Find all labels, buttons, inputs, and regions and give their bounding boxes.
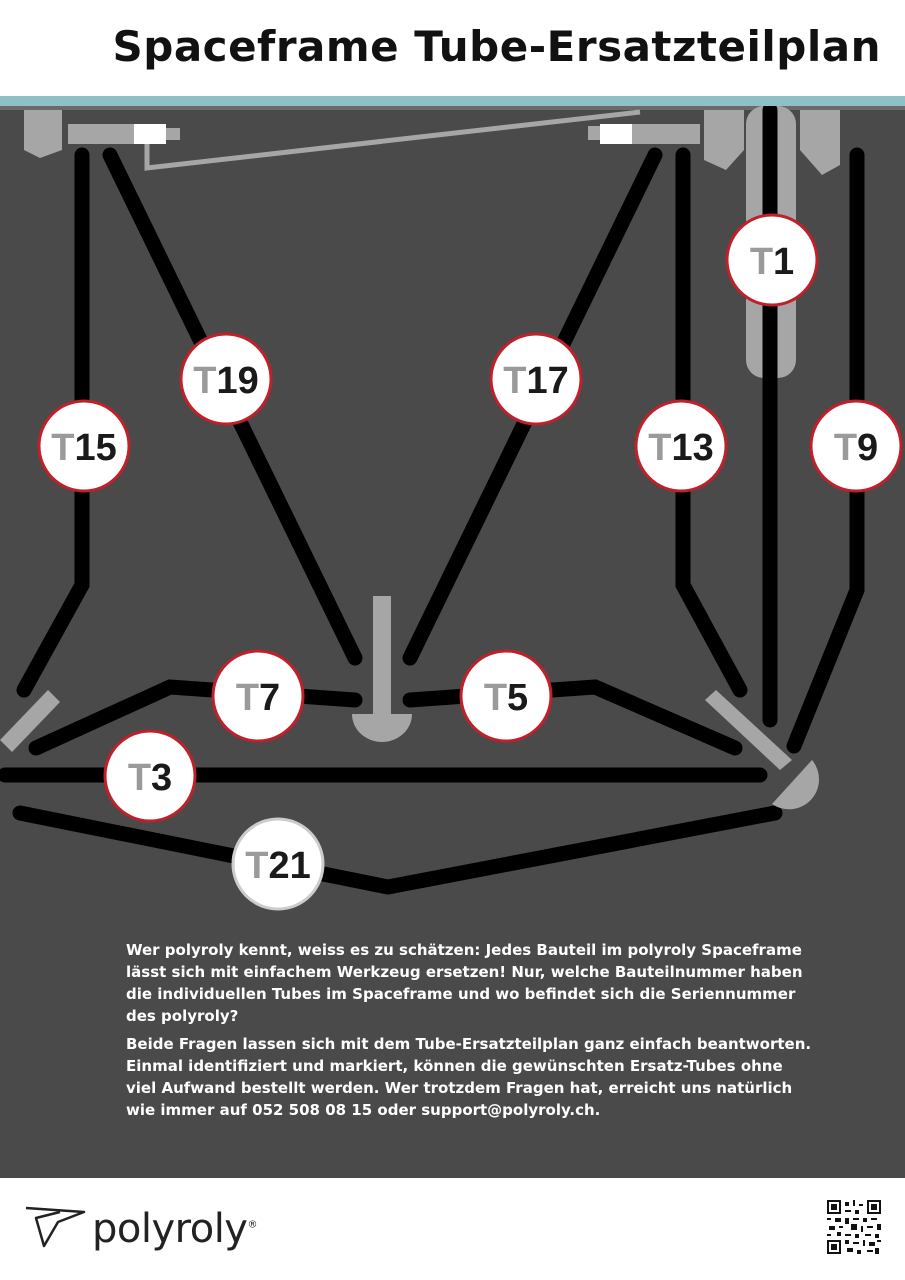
brand-wordmark bbox=[92, 1206, 257, 1252]
brand-name: polyroly bbox=[92, 1206, 248, 1252]
qr-code-icon bbox=[827, 1200, 881, 1254]
part-prefix: T bbox=[749, 241, 774, 283]
part-label-t15 bbox=[39, 401, 129, 491]
svg-text:T13 bbox=[648, 427, 714, 469]
description bbox=[126, 939, 816, 1127]
svg-text:T21 bbox=[245, 845, 311, 887]
part-prefix: T bbox=[127, 757, 152, 799]
spaceframe-diagram bbox=[0, 106, 905, 1178]
page-title: Spaceframe Tube-Ersatzteilplan bbox=[112, 22, 881, 71]
svg-text:T17 bbox=[503, 360, 569, 402]
part-prefix: T bbox=[51, 427, 75, 469]
svg-text:T15 bbox=[51, 427, 117, 469]
part-label-t5 bbox=[461, 651, 551, 741]
part-number: 19 bbox=[216, 360, 259, 402]
polyroly-logo-icon bbox=[24, 1202, 88, 1248]
svg-text:T19 bbox=[193, 360, 259, 402]
part-label-t21 bbox=[233, 819, 323, 909]
svg-text:T5 bbox=[484, 677, 528, 719]
part-number: 7 bbox=[259, 677, 281, 719]
part-label-t9 bbox=[811, 401, 901, 491]
part-label-t13 bbox=[636, 401, 726, 491]
footer bbox=[0, 1178, 905, 1280]
part-prefix: T bbox=[648, 427, 672, 469]
accent-bar bbox=[0, 96, 905, 106]
part-number: 13 bbox=[671, 427, 714, 469]
svg-text:T9 bbox=[834, 427, 878, 469]
registered-mark: ® bbox=[247, 1219, 257, 1231]
part-label-t17 bbox=[491, 334, 581, 424]
part-number: 15 bbox=[74, 427, 117, 469]
part-number: 3 bbox=[151, 757, 173, 799]
part-label-t3 bbox=[105, 731, 195, 821]
svg-text:T7 bbox=[236, 677, 280, 719]
part-number: 21 bbox=[268, 845, 311, 887]
part-number: 9 bbox=[857, 427, 879, 469]
part-prefix: T bbox=[503, 360, 527, 402]
part-prefix: T bbox=[483, 677, 508, 719]
header bbox=[0, 0, 905, 96]
part-number: 5 bbox=[507, 677, 529, 719]
part-label-t19 bbox=[181, 334, 271, 424]
part-prefix: T bbox=[235, 677, 260, 719]
part-number: 17 bbox=[526, 360, 569, 402]
description-paragraph-1: Wer polyroly kennt, weiss es zu schätzen: Jedes Bauteil im polyroly Spaceframe lässt sich mit einfachem Werkzeug ersetzen! Nur, welche Bauteilnummer haben die individuellen Tubes im Spaceframe und wo befindet sich die Seriennummer des polyroly? bbox=[126, 941, 803, 1025]
part-prefix: T bbox=[833, 427, 858, 469]
part-prefix: T bbox=[193, 360, 217, 402]
part-number: 1 bbox=[773, 241, 795, 283]
part-prefix: T bbox=[245, 845, 269, 887]
description-paragraph-2: Beide Fragen lassen sich mit dem Tube-Ersatzteilplan ganz einfach beantworten. Einmal identifiziert und markiert, können die gewünschten Ersatz-Tubes ohne viel Aufwand bestellt werden. Wer trotzdem Fragen hat, erreicht uns natürlich wie immer auf 052 508 08 15 oder support@polyroly.ch. bbox=[126, 1035, 812, 1119]
svg-text:T3 bbox=[128, 757, 172, 799]
part-label-t1 bbox=[727, 215, 817, 305]
svg-text:T1 bbox=[750, 241, 794, 283]
part-label-t7 bbox=[213, 651, 303, 741]
